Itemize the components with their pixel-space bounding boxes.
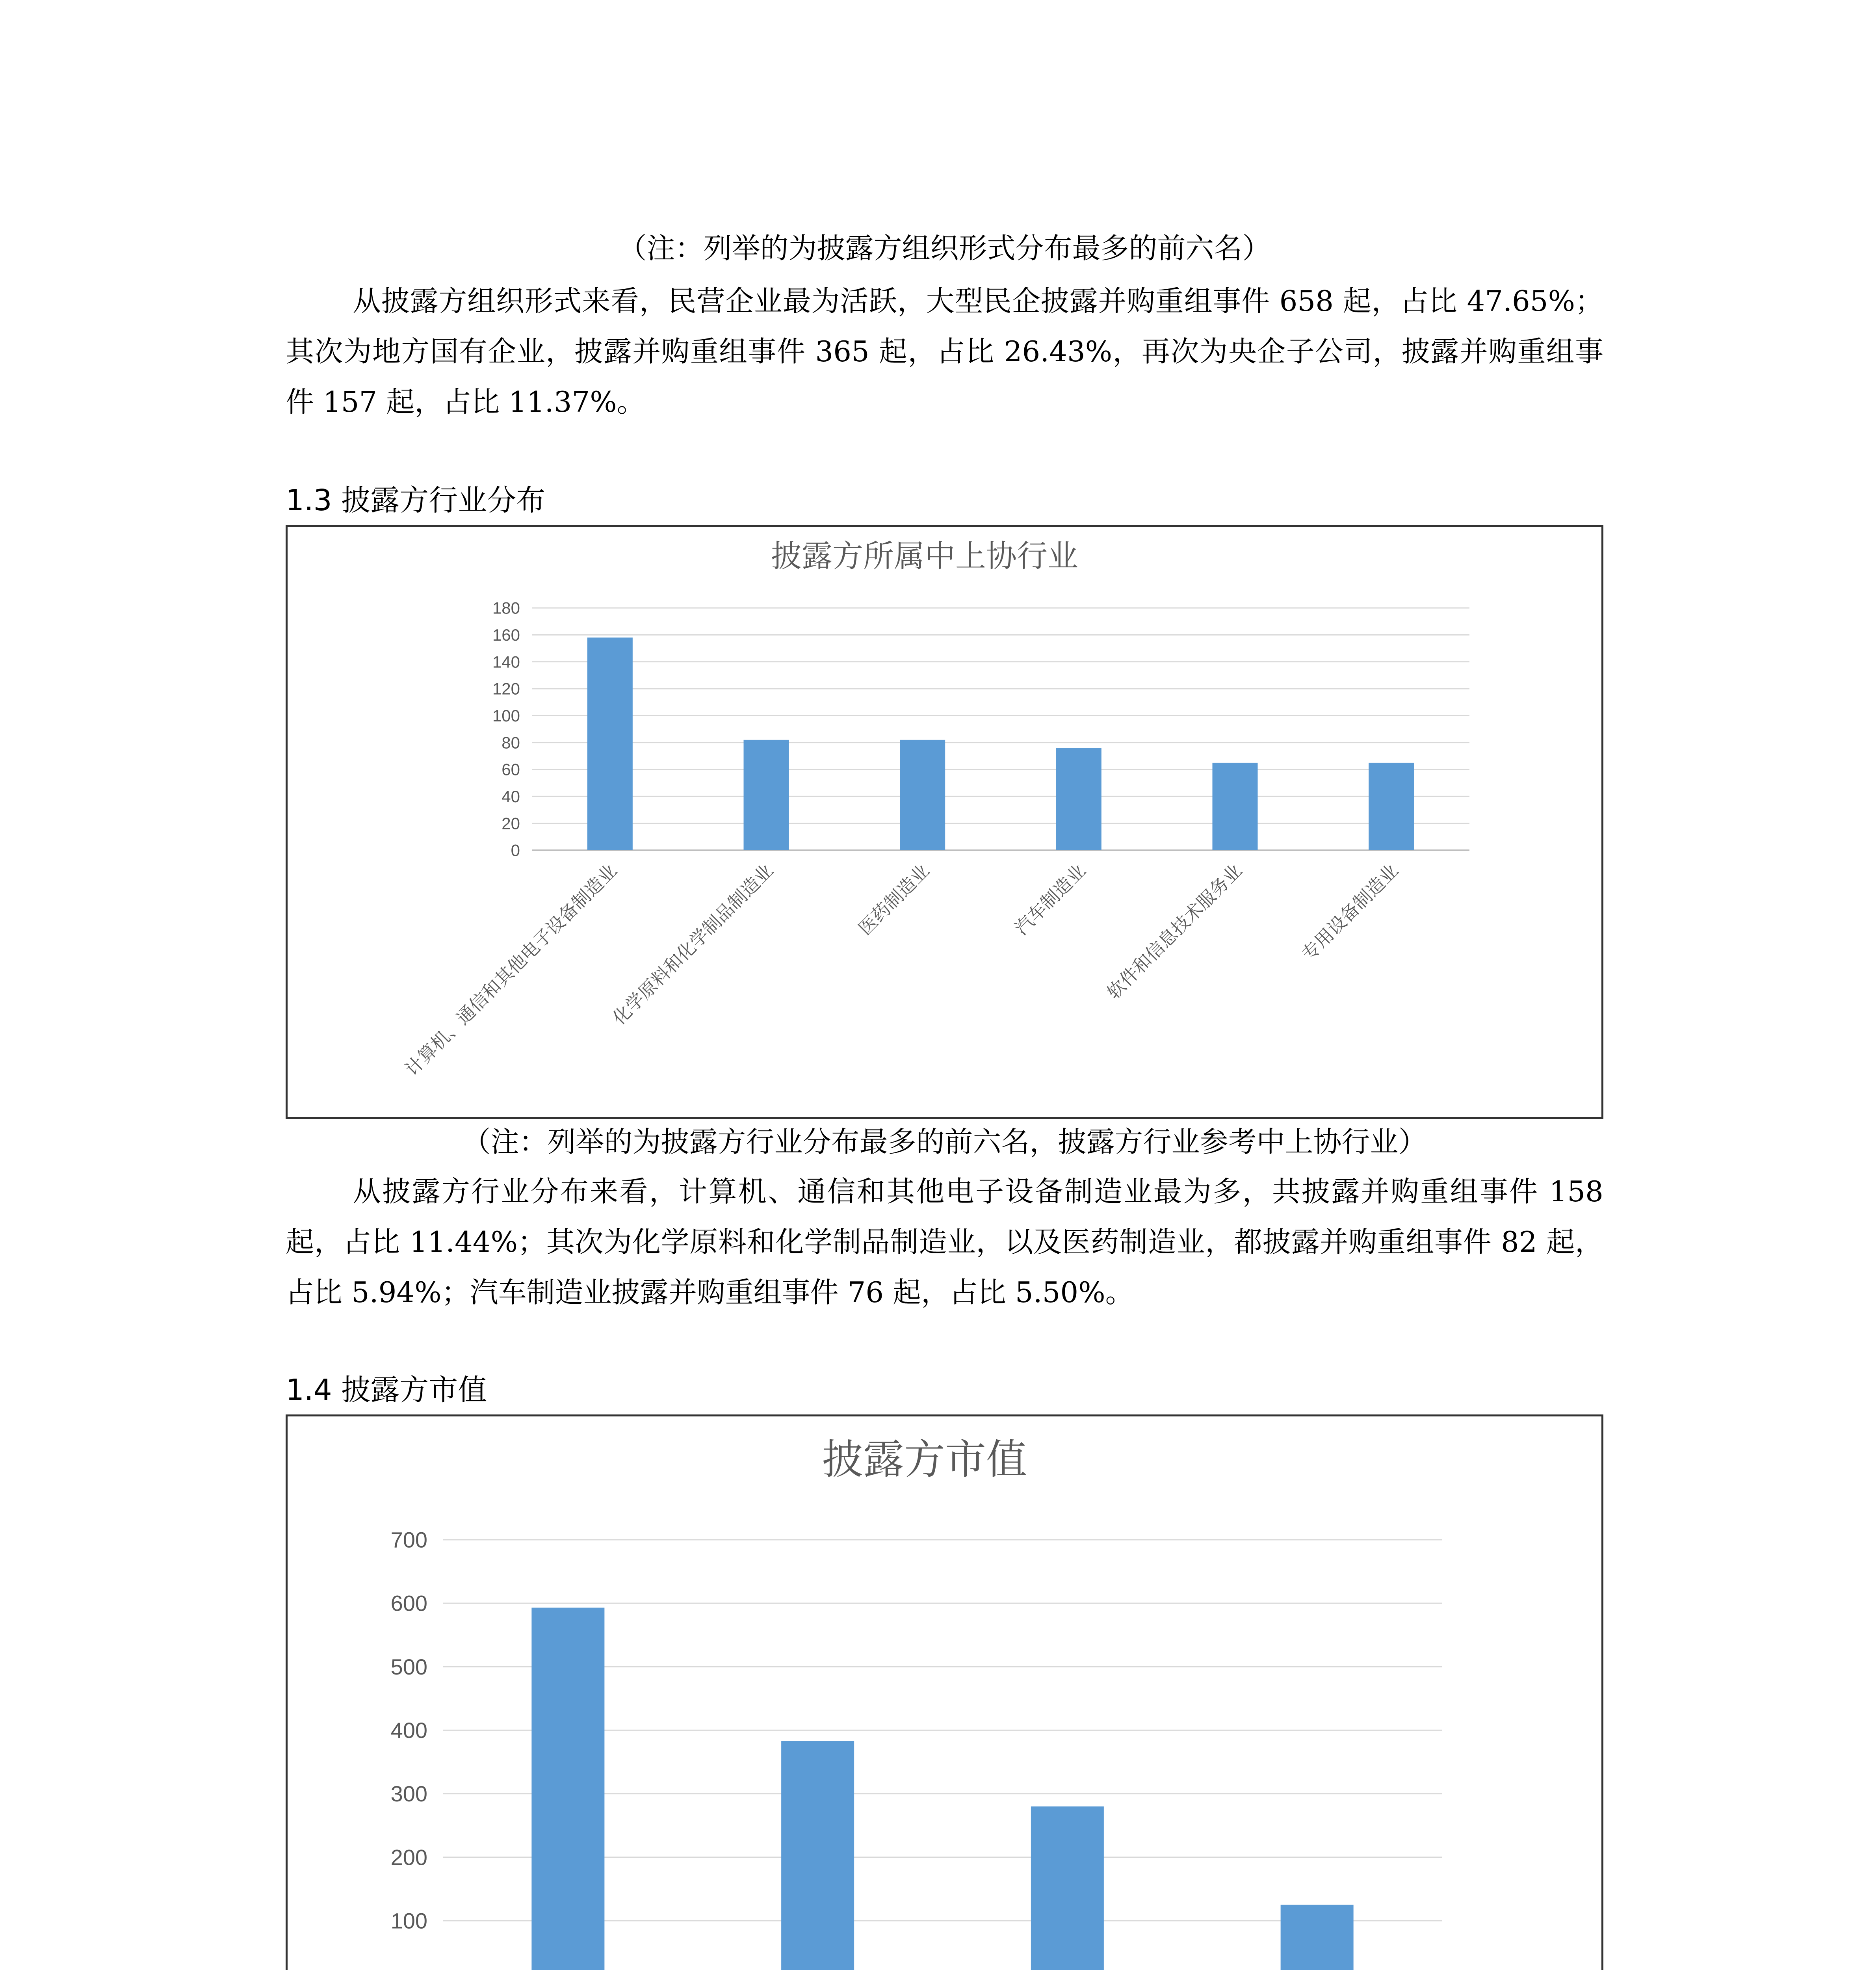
y-tick-label: 100	[390, 1908, 427, 1933]
y-tick-label: 120	[492, 679, 520, 698]
bar	[1213, 763, 1258, 850]
bar	[1281, 1905, 1354, 1970]
y-tick-label: 700	[390, 1527, 427, 1552]
y-tick-label: 60	[502, 760, 520, 779]
heading-market-cap: 1.4 披露方市值	[286, 1373, 487, 1407]
x-tick-label: 化学原料和化学制品制造业	[608, 860, 777, 1029]
x-tick-label: 软件和信息技术服务业	[1103, 860, 1246, 1003]
x-tick-label: 专用设备制造业	[1298, 860, 1402, 965]
chart-industry-svg	[288, 527, 1601, 1117]
bar	[1369, 763, 1414, 850]
chart-market-cap	[286, 1414, 1603, 1970]
y-tick-label: 300	[390, 1781, 427, 1806]
x-tick-label: 汽车制造业	[1011, 860, 1090, 939]
paragraph-industry: 从披露方行业分布来看，计算机、通信和其他电子设备制造业最为多，共披露并购重组事件 158 起，占比 11.44%；其次为化学原料和化学制品制造业，以及医药制造业，都披露并购重组事件 82 起，占比 5.94%；汽车制造业披露并购重组事件 76 起，占比 5.50%。	[286, 1175, 1603, 1309]
bar	[900, 740, 945, 850]
y-tick-label: 140	[492, 652, 520, 671]
bar	[781, 1741, 854, 1970]
bar	[1031, 1806, 1104, 1970]
y-tick-label: 500	[390, 1654, 427, 1679]
y-tick-label: 200	[390, 1845, 427, 1870]
y-tick-label: 160	[492, 626, 520, 645]
y-tick-label: 80	[502, 733, 520, 752]
y-tick-label: 100	[492, 706, 520, 725]
chart-industry	[286, 525, 1603, 1119]
paragraph-organization: 从披露方组织形式来看，民营企业最为活跃，大型民企披露并购重组事件 658 起，占比 47.65%；其次为地方国有企业，披露并购重组事件 365 起，占比 26.43%，再次为央企子公司，披露并购重组事件 157 起，占比 11.37%。	[286, 284, 1603, 418]
bar	[587, 637, 633, 850]
bar	[744, 740, 789, 850]
chart-market-cap-title: 披露方市值	[822, 1435, 1027, 1483]
bar	[531, 1608, 604, 1970]
heading-industry: 1.3 披露方行业分布	[286, 483, 546, 517]
y-tick-label: 20	[502, 814, 520, 833]
x-tick-label: 医药制造业	[854, 860, 933, 939]
y-tick-label: 600	[390, 1591, 427, 1616]
y-tick-label: 0	[511, 841, 520, 860]
note-industry: （注：列举的为披露方行业分布最多的前六名，披露方行业参考中上协行业）	[462, 1125, 1427, 1158]
bar	[1056, 748, 1101, 850]
chart-industry-title: 披露方所属中上协行业	[771, 539, 1079, 574]
chart-market-cap-svg	[288, 1416, 1601, 1970]
y-tick-label: 40	[502, 787, 520, 806]
x-tick-label: 计算机、通信和其他电子设备制造业	[401, 860, 621, 1080]
y-tick-label: 400	[390, 1718, 427, 1743]
y-tick-label: 180	[492, 598, 520, 617]
note-organization: （注：列举的为披露方组织形式分布最多的前六名）	[618, 232, 1271, 265]
